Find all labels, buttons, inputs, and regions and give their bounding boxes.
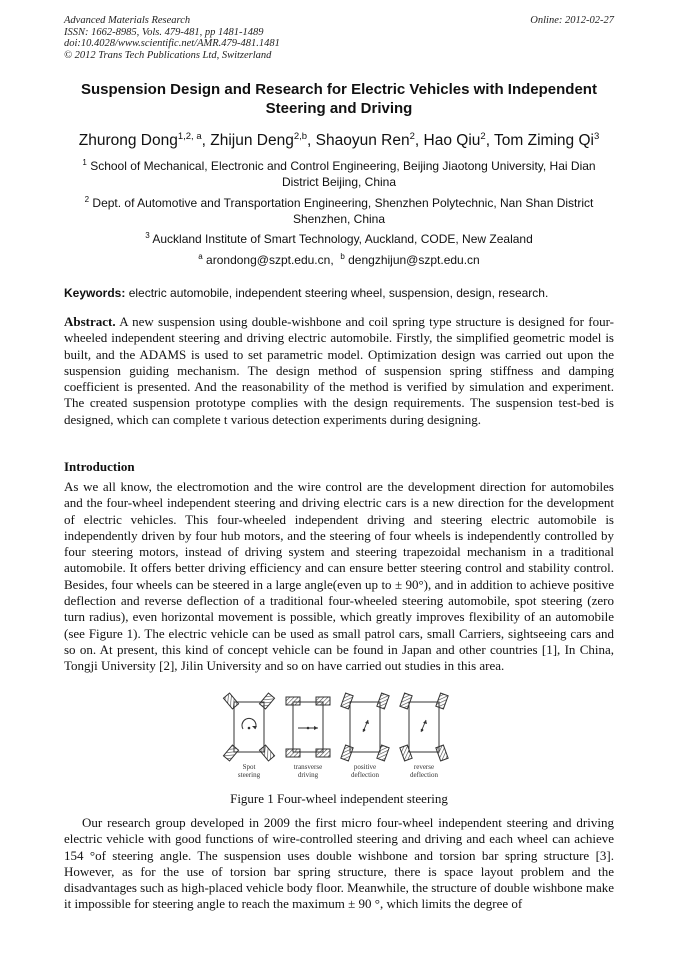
affiliation-number: 3 bbox=[145, 231, 150, 240]
abstract bbox=[64, 314, 614, 428]
figure-four-wheel-steering bbox=[218, 688, 462, 782]
author-affil-mark: 2,b bbox=[293, 131, 308, 142]
label-reverse-deflection: deflection bbox=[410, 771, 438, 779]
label-positive-deflection: deflection bbox=[351, 771, 379, 779]
author-affil-mark: 2 bbox=[480, 131, 486, 142]
email-line bbox=[64, 249, 614, 269]
label-driving: driving bbox=[297, 771, 319, 779]
issn-line: ISSN: 1662-8985, Vols. 479-481, pp 1481-1489 bbox=[64, 26, 264, 38]
copyright-line: © 2012 Trans Tech Publications Ltd, Switzerland bbox=[64, 49, 272, 61]
intro-paragraph-2: Our research group developed in 2009 the first micro four-wheel independent steering and driving electric vehicle with good functions of wire-controlled steering and driving and each wheel can achieve 154 °of steering angle. The suspension uses double wishbone and torsion bar spring structure [3]. However, as for the use of torsion bar spring structure, there is space layout problem and the disadvantages such as high-placed vehicle body floor. Meanwhile, the structure of double wishbone make it impossible for steering angle to reach the maximum ± 90 °, which limits the degree of bbox=[64, 815, 614, 912]
author-list: Zhurong Dong$^{1,2, a}$, Zhijun Deng$^{2,b}$, Shaoyun Ren$^2$, Hao Qiu$^2$, Tom Ziming Qi$^3$ bbox=[78, 131, 600, 150]
keywords-text: electric automobile, independent steering wheel, suspension, design, research. bbox=[128, 286, 549, 300]
author-affil-mark: 3 bbox=[593, 131, 600, 142]
author-name: Hao Qiu bbox=[423, 132, 481, 150]
figure-caption: Figure 1 Four-wheel independent steering bbox=[230, 791, 448, 806]
doi-line[interactable]: doi:10.4028/www.scientific.net/AMR.479-481.1481 bbox=[64, 38, 280, 49]
email-b[interactable]: dengzhijun@szpt.edu.cn bbox=[348, 253, 480, 267]
reverse-deflection-diagram bbox=[400, 693, 448, 761]
affiliation-text: School of Mechanical, Electronic and Control Engineering, Beijing Jiaotong University, Hai Dian District Beijing, China bbox=[90, 159, 596, 189]
label-transverse: transverse bbox=[293, 763, 323, 771]
author-affil-mark: 2 bbox=[409, 131, 415, 142]
affiliation-1 bbox=[64, 155, 614, 190]
paper-title: Suspension Design and Research for Electric Vehicles with Independent Steering and Driving bbox=[81, 81, 597, 117]
label-positive: positive bbox=[353, 763, 377, 771]
intro-paragraph-1: As we all know, the electromotion and the wire control are the development direction for automobiles and the four-wheel independent steering and driving electric cars is a new direction for the development of electric vehicles. This four-wheeled independent driving and steering electric automobile is independently driven by four hub motors, and the steering of four wheels is independently controlled by four steering motors, instead of driving system and steering trapezoidal mechanism in a traditional automobile. It offers better driving efficiency and can ensure better steering control and stability control. Besides, four wheels can be steered in a large angle(even up to ± 90°), and in addition to achieve positive deflection and reverse deflection of a traditional four-wheeled steering automobile, spot steering (zero turn radius), even horizontal movement is possible, which greatly improves flexibility of an automobile (see Figure 1). The electric vehicle can be used as small patrol cars, small Carriers, sightseeing cars and so on. At present, this kind of concept vehicle can be found in Japan and other countries [1], In China, Tongji University [2], Jilin University and so on have carried out studies in this area. bbox=[64, 479, 614, 674]
abstract-text: A new suspension using double-wishbone and coil spring type structure is designed for four-wheeled independent steering and driving electric automobile. Firstly, the simplified geometric model is built, and the ADAMS is used to set parametric model. Optimization design was carried out upon the suspension guiding mechanism. The design method of suspension spring stiffness and damping coefficient is presented. And the reasonability of the method is verified by simulation and experiment. The created suspension prototype complies with the design requirements. The suspension test-bed is designed, which can complete t various detection experiments during designing. bbox=[64, 314, 614, 427]
affiliation-3 bbox=[64, 228, 614, 248]
author-name: Tom Ziming Qi bbox=[494, 132, 594, 150]
label-steering: steering bbox=[237, 771, 261, 779]
affiliation-text: Auckland Institute of Smart Technology, Auckland, CODE, New Zealand bbox=[152, 232, 533, 246]
transverse-driving-diagram bbox=[286, 697, 330, 757]
email-mark-a: a bbox=[198, 252, 203, 261]
spot-steering-diagram bbox=[223, 693, 274, 761]
affiliation-number: 1 bbox=[82, 158, 87, 167]
abstract-label: Abstract. bbox=[64, 314, 116, 329]
author-name: Zhurong Dong bbox=[78, 132, 178, 150]
positive-deflection-diagram bbox=[341, 693, 389, 761]
affiliation-number: 2 bbox=[84, 195, 90, 204]
author-name: Zhijun Deng bbox=[210, 132, 294, 150]
author-affil-mark: 1,2, a bbox=[177, 131, 202, 142]
keywords bbox=[64, 286, 614, 301]
keywords-label: Keywords: bbox=[64, 286, 126, 300]
journal-header bbox=[64, 15, 280, 61]
author-name: Shaoyun Ren bbox=[315, 132, 410, 150]
label-spot: Spot bbox=[242, 763, 256, 771]
journal-name: Advanced Materials Research bbox=[64, 15, 191, 26]
section-heading: Introduction bbox=[64, 459, 135, 474]
email-a[interactable]: arondong@szpt.edu.cn, bbox=[206, 253, 334, 267]
online-date: Online: 2012-02-27 bbox=[530, 15, 614, 26]
email-mark-b: b bbox=[340, 252, 345, 261]
affiliation-2 bbox=[64, 192, 614, 227]
label-reverse: reverse bbox=[413, 763, 435, 771]
affiliation-text: Dept. of Automotive and Transportation Engineering, Shenzhen Polytechnic, Nan Shan District Shenzhen, China bbox=[92, 196, 594, 226]
